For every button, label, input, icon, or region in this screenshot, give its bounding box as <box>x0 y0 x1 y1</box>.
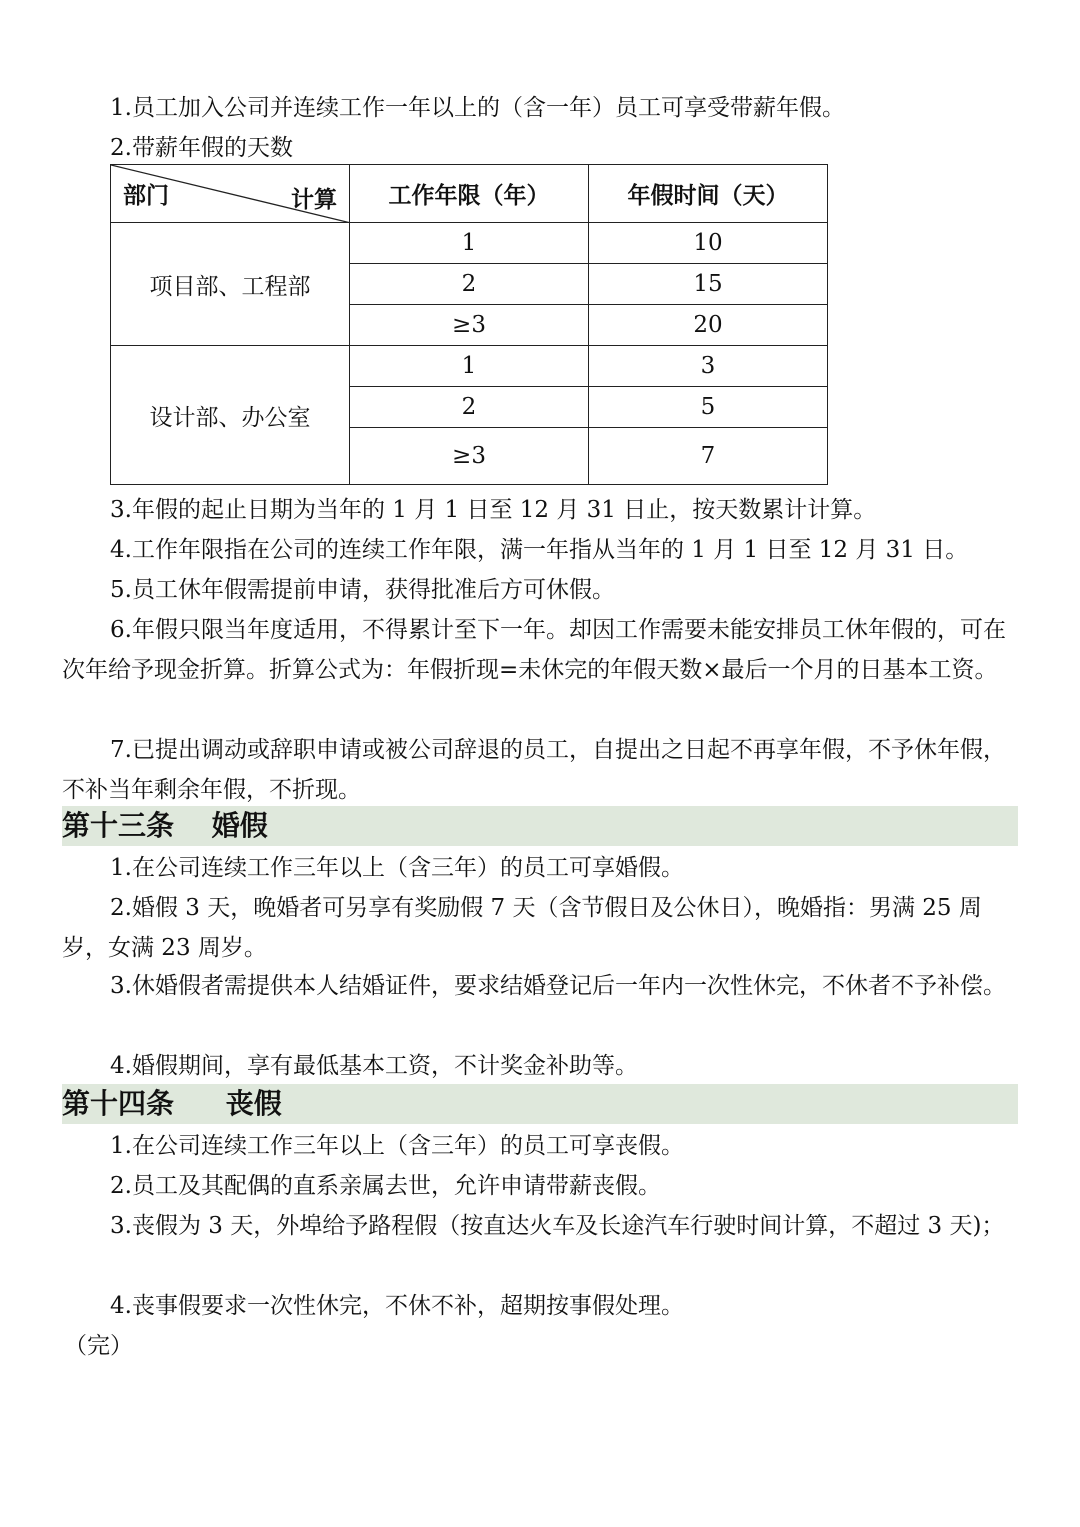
rule-annual-5: 5.员工休年假需提前申请，获得批准后方可休假。 <box>110 577 615 603</box>
marriage-rule-4: 4.婚假期间，享有最低基本工资，不计奖金补助等。 <box>110 1053 638 1079</box>
days-cell: 5 <box>589 387 828 428</box>
days-cell: 7 <box>589 428 828 485</box>
days-cell: 20 <box>589 305 828 346</box>
dept-cell: 项目部、工程部 <box>111 223 350 346</box>
years-cell: ≥3 <box>350 428 589 485</box>
years-cell: ≥3 <box>350 305 589 346</box>
marriage-rule-3: 3.休婚假者需提供本人结婚证件，要求结婚登记后一年内一次性休完，不休者不予补偿。 <box>110 973 1006 999</box>
article-13-title: 婚假 <box>211 809 268 842</box>
end-mark: （完） <box>64 1333 133 1359</box>
header-dept-label: 部门 <box>123 183 169 209</box>
article-13-number: 第十三条 <box>62 809 175 842</box>
annual-leave-table <box>110 164 828 485</box>
years-cell: 1 <box>350 346 589 387</box>
article-14-heading <box>62 1084 1018 1124</box>
rule-annual-7: 7.已提出调动或辞职申请或被公司辞退的员工，自提出之日起不再享年假，不予休年假，不补当年剩余年假，不折现。 <box>62 737 1006 803</box>
rule-annual-3: 3.年假的起止日期为当年的 1 月 1 日至 12 月 31 日止，按天数累计计算。 <box>110 497 877 523</box>
days-cell: 3 <box>589 346 828 387</box>
bereavement-rule-4: 4.丧事假要求一次性休完，不休不补，超期按事假处理。 <box>110 1293 684 1319</box>
rule-annual-2: 2.带薪年假的天数 <box>110 135 293 161</box>
article-14-number: 第十四条 <box>62 1087 175 1120</box>
article-14-title: 丧假 <box>225 1087 282 1120</box>
rule-annual-4: 4.工作年限指在公司的连续工作年限，满一年指从当年的 1 月 1 日至 12 月 31 日。 <box>110 537 969 563</box>
marriage-rule-2: 2.婚假 3 天，晚婚者可另享有奖励假 7 天（含节假日及公休日），晚婚指：男满 25 周岁，女满 23 周岁。 <box>62 895 982 961</box>
bereavement-rule-2: 2.员工及其配偶的直系亲属去世，允许申请带薪丧假。 <box>110 1173 661 1199</box>
header-days: 年假时间（天） <box>589 165 828 223</box>
days-cell: 15 <box>589 264 828 305</box>
rule-annual-1: 1.员工加入公司并连续工作一年以上的（含一年）员工可享受带薪年假。 <box>110 95 845 121</box>
article-13-heading <box>62 806 1018 846</box>
header-years: 工作年限（年） <box>350 165 589 223</box>
header-calc-label: 计算 <box>291 187 337 213</box>
rule-annual-6: 6.年假只限当年度适用，不得累计至下一年。却因工作需要未能安排员工休年假的，可在次年给予现金折算。折算公式为：年假折现=未休完的年假天数×最后一个月的日基本工资。 <box>62 617 1006 683</box>
years-cell: 2 <box>350 264 589 305</box>
years-cell: 1 <box>350 223 589 264</box>
bereavement-rule-3: 3.丧假为 3 天，外埠给予路程假（按直达火车及长途汽车行驶时间计算，不超过 3 天)； <box>110 1213 1005 1239</box>
header-dept-calc-cell <box>111 165 350 223</box>
dept-cell: 设计部、办公室 <box>111 346 350 485</box>
years-cell: 2 <box>350 387 589 428</box>
days-cell: 10 <box>589 223 828 264</box>
bereavement-rule-1: 1.在公司连续工作三年以上（含三年）的员工可享丧假。 <box>110 1133 684 1159</box>
marriage-rule-1: 1.在公司连续工作三年以上（含三年）的员工可享婚假。 <box>110 855 684 881</box>
